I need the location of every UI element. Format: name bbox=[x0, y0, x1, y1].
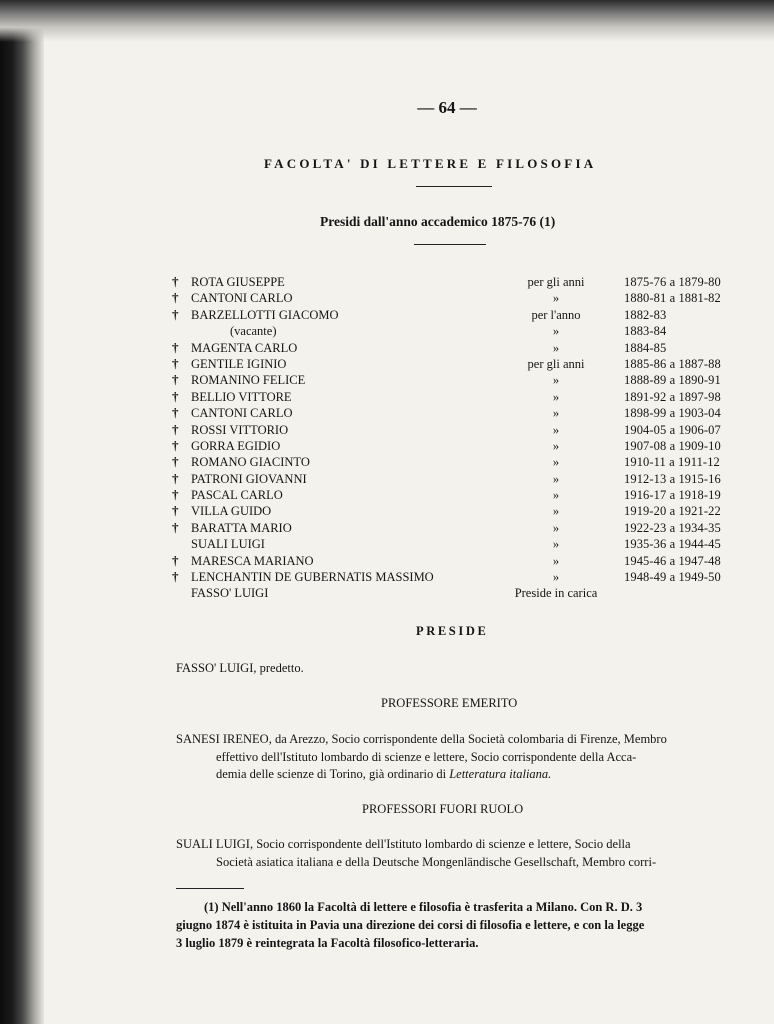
dean-period-label: » bbox=[552, 537, 560, 552]
dean-name: MARESCA MARIANO bbox=[191, 553, 314, 568]
faculty-title: FACOLTA' DI LETTERE E FILOSOFIA bbox=[264, 156, 597, 171]
dean-years: 1912-13 a 1915-16 bbox=[624, 471, 721, 486]
dean-row bbox=[172, 422, 752, 438]
dean-years: 1891-92 a 1897-98 bbox=[624, 389, 721, 404]
emerito-entry bbox=[176, 731, 732, 784]
dean-name: BARATTA MARIO bbox=[191, 520, 292, 535]
deceased-cross-icon: † bbox=[172, 519, 179, 535]
dean-row bbox=[172, 340, 752, 356]
dean-years: 1885-86 a 1887-88 bbox=[624, 356, 721, 371]
dean-period-label: per gli anni bbox=[527, 356, 585, 371]
deceased-cross-icon: † bbox=[172, 274, 179, 289]
dean-name: CANTONI CARLO bbox=[191, 406, 293, 421]
footnote-divider bbox=[176, 888, 244, 889]
dean-period-label: » bbox=[552, 340, 560, 355]
dean-row bbox=[172, 372, 752, 388]
dean-period-label: » bbox=[552, 389, 560, 404]
dean-name: MAGENTA CARLO bbox=[191, 340, 298, 355]
dean-period-label: » bbox=[552, 553, 560, 568]
dean-name: GENTILE IGINIO bbox=[191, 356, 287, 371]
deceased-cross-icon: † bbox=[172, 437, 179, 453]
dean-row bbox=[172, 454, 752, 470]
page-number: — 64 — bbox=[417, 98, 477, 117]
dean-years: 1904-05 a 1906-07 bbox=[624, 422, 721, 437]
dean-period-label: » bbox=[552, 406, 560, 421]
dean-years: 1884-85 bbox=[624, 340, 667, 355]
footnote bbox=[176, 898, 736, 952]
dean-name: ROMANO GIACINTO bbox=[191, 455, 310, 470]
dean-period-label: » bbox=[552, 324, 560, 339]
dean-years: 1945-46 a 1947-48 bbox=[624, 553, 721, 568]
fuori-ruolo-line-1: SUALI LUIGI, Socio corrispondente dell'Istituto lombardo di scienze e lettere, Socio della bbox=[176, 837, 631, 851]
deceased-cross-icon: † bbox=[172, 339, 179, 355]
dean-row bbox=[172, 405, 752, 421]
emerito-line-3 bbox=[176, 766, 732, 784]
deceased-cross-icon: † bbox=[172, 569, 179, 585]
deceased-cross-icon: † bbox=[172, 552, 179, 568]
dean-name: VILLA GUIDO bbox=[191, 504, 272, 519]
title-divider bbox=[416, 186, 492, 187]
dean-row bbox=[172, 290, 752, 306]
dean-period-label: » bbox=[552, 455, 560, 470]
dean-years: 1919-20 a 1921-22 bbox=[624, 504, 721, 519]
dean-name: ROMANINO FELICE bbox=[191, 373, 306, 388]
dean-years: 1935-36 a 1944-45 bbox=[624, 537, 721, 552]
dean-years: 1948-49 a 1949-50 bbox=[624, 570, 721, 585]
dean-name: BARZELLOTTI GIACOMO bbox=[191, 307, 339, 322]
dean-row bbox=[172, 569, 752, 585]
dean-row bbox=[172, 356, 752, 372]
dean-years: 1907-08 a 1909-10 bbox=[624, 438, 721, 453]
dean-row bbox=[172, 323, 752, 339]
deceased-cross-icon: † bbox=[172, 388, 179, 404]
dean-years: 1882-83 bbox=[624, 307, 667, 322]
dean-period-label: » bbox=[552, 570, 560, 585]
emerito-line-2: effettivo dell'Istituto lombardo di scienze e lettere, Socio corrispondente della Acca- bbox=[216, 749, 637, 764]
dean-period-label: » bbox=[552, 438, 560, 453]
dean-row bbox=[172, 536, 752, 552]
deceased-cross-icon: † bbox=[172, 405, 179, 421]
dean-name: PATRONI GIOVANNI bbox=[191, 471, 307, 486]
emerito-heading: PROFESSORE EMERITO bbox=[381, 696, 518, 710]
deceased-cross-icon: † bbox=[172, 454, 179, 470]
dean-row bbox=[172, 553, 752, 569]
dean-name: PASCAL CARLO bbox=[191, 488, 283, 503]
deans-subtitle: Presidi dall'anno accademico 1875-76 (1) bbox=[320, 214, 556, 229]
dean-period-label: » bbox=[552, 504, 560, 519]
dean-row bbox=[172, 585, 752, 601]
deceased-cross-icon: † bbox=[172, 487, 179, 503]
dean-name: SUALI LUIGI bbox=[191, 537, 265, 552]
dean-row bbox=[172, 274, 752, 290]
dean-years: 1888-89 a 1890-91 bbox=[624, 373, 721, 388]
dean-row bbox=[172, 389, 752, 405]
subtitle-divider bbox=[414, 244, 486, 245]
dean-name: BELLIO VITTORE bbox=[191, 389, 292, 404]
dean-years: 1880-81 a 1881-82 bbox=[624, 291, 721, 306]
footnote-line-3: 3 luglio 1879 è reintegrata la Facoltà filosofico-letteraria. bbox=[176, 936, 479, 950]
deceased-cross-icon: † bbox=[172, 290, 179, 306]
footnote-line-2: giugno 1874 è istituita in Pavia una direzione dei corsi di filosofia e lettere, e con la legge bbox=[176, 918, 645, 932]
page-top-shadow bbox=[0, 0, 774, 42]
dean-period-label: » bbox=[552, 488, 560, 503]
dean-period-label: per gli anni bbox=[527, 275, 585, 289]
dean-period-label: » bbox=[552, 291, 560, 306]
deceased-cross-icon: † bbox=[172, 355, 179, 371]
fuori-ruolo-line-2: Società asiatica italiana e della Deutsche Mongenländische Gesellschaft, Membro corri- bbox=[216, 854, 657, 869]
deceased-cross-icon: † bbox=[172, 372, 179, 388]
dean-name: FASSO' LUIGI bbox=[191, 586, 269, 601]
fuori-ruolo-entry bbox=[176, 836, 732, 871]
dean-row bbox=[172, 307, 752, 323]
dean-row bbox=[172, 520, 752, 536]
dean-years: 1875-76 a 1879-80 bbox=[624, 275, 721, 289]
dean-row bbox=[172, 438, 752, 454]
dean-years: 1910-11 a 1911-12 bbox=[624, 455, 720, 470]
dean-years: 1922-23 a 1934-35 bbox=[624, 520, 721, 535]
dean-row bbox=[172, 487, 752, 503]
deceased-cross-icon: † bbox=[172, 470, 179, 486]
dean-name: CANTONI CARLO bbox=[191, 291, 293, 306]
deceased-cross-icon: † bbox=[172, 503, 179, 519]
dean-row bbox=[172, 471, 752, 487]
dean-years: 1916-17 a 1918-19 bbox=[624, 488, 721, 503]
deans-list bbox=[172, 274, 752, 602]
dean-years: 1898-99 a 1903-04 bbox=[624, 406, 721, 421]
emerito-line-1: SANESI IRENEO, da Arezzo, Socio corrispondente della Società colombaria di Firenze, Membro bbox=[176, 732, 667, 746]
emerito-subject: Letteratura italiana. bbox=[449, 767, 552, 781]
dean-name: LENCHANTIN DE GUBERNATIS MASSIMO bbox=[191, 570, 434, 585]
fuori-ruolo-heading: PROFESSORI FUORI RUOLO bbox=[362, 802, 524, 816]
preside-text: FASSO' LUIGI, predetto. bbox=[176, 661, 304, 675]
dean-row bbox=[172, 503, 752, 519]
dean-period-label: Preside in carica bbox=[514, 586, 598, 601]
dean-years: 1883-84 bbox=[624, 324, 667, 339]
deceased-cross-icon: † bbox=[172, 421, 179, 437]
dean-period-label: » bbox=[552, 422, 560, 437]
dean-name: (vacante) bbox=[230, 324, 277, 339]
preside-entry bbox=[176, 660, 732, 678]
emerito-line-3-text: demia delle scienze di Torino, già ordinario di bbox=[216, 767, 450, 781]
deceased-cross-icon: † bbox=[172, 306, 179, 322]
footnote-line-1: (1) Nell'anno 1860 la Facoltà di lettere e filosofia è trasferita a Milano. Con R. D. 3 bbox=[204, 900, 643, 914]
dean-period-label: » bbox=[552, 373, 560, 388]
book-binding-shadow bbox=[0, 0, 44, 1024]
preside-heading: PRESIDE bbox=[416, 624, 489, 638]
dean-period-label: » bbox=[552, 520, 560, 535]
dean-period-label: per l'anno bbox=[531, 307, 581, 322]
dean-name: ROTA GIUSEPPE bbox=[191, 275, 285, 289]
dean-period-label: » bbox=[552, 471, 560, 486]
dean-name: GORRA EGIDIO bbox=[191, 438, 281, 453]
dean-name: ROSSI VITTORIO bbox=[191, 422, 289, 437]
